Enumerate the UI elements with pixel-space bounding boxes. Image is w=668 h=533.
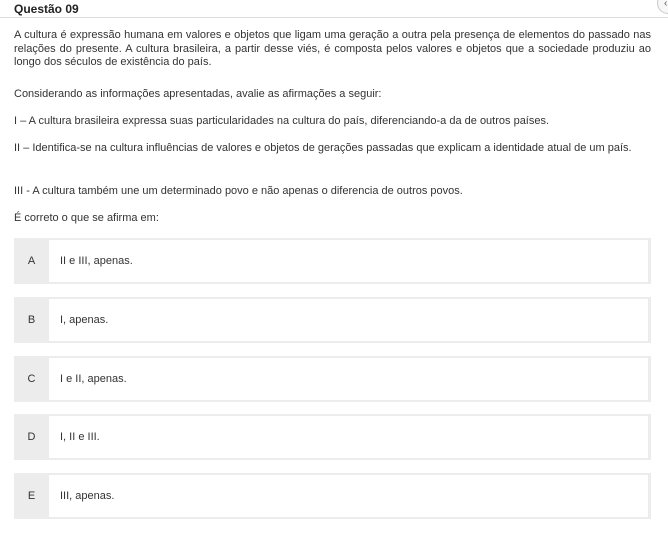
option-e[interactable]: [14, 473, 651, 519]
option-text: I, apenas.: [60, 314, 109, 326]
option-a[interactable]: [14, 238, 651, 284]
option-letter: D: [27, 431, 36, 443]
statement-ii: II – Identifica-se na cultura influências de valores e objetos de gerações passadas que explicam a identidade atual de um país.: [14, 142, 632, 154]
corner-button[interactable]: [657, 0, 668, 14]
header-divider: [0, 17, 668, 18]
option-text: I e II, apenas.: [60, 373, 127, 385]
option-body[interactable]: [49, 475, 648, 517]
question-consider: Considerando as informações apresentadas, avalie as afirmações a seguir:: [14, 88, 382, 100]
option-letter: B: [27, 314, 36, 326]
option-letter: A: [27, 255, 36, 267]
option-body[interactable]: [49, 240, 648, 282]
option-text: II e III, apenas.: [60, 255, 133, 267]
option-body[interactable]: [49, 416, 648, 458]
option-letter: E: [27, 490, 36, 502]
option-d[interactable]: [14, 414, 651, 460]
option-text: III, apenas.: [60, 490, 115, 502]
statement-i: I – A cultura brasileira expressa suas particularidades na cultura do país, diferenciando-a da de outros países.: [14, 115, 550, 127]
statement-iii: III - A cultura também une um determinado povo e não apenas o diferencia de outros povos.: [14, 185, 463, 197]
question-intro: A cultura é expressão humana em valores e objetos que ligam uma geração a outra pela presença de elementos do passado nas relações do presente. A cultura brasileira, a partir desse viés, é composta pelos valores e objetos que a sociedade produziu ao longo dos séculos de existência do país.: [14, 29, 651, 68]
option-c[interactable]: [14, 356, 651, 402]
chevron-icon: ‹: [664, 0, 668, 9]
option-b[interactable]: [14, 297, 651, 343]
option-letter: C: [27, 373, 36, 385]
question-title: Questão 09: [14, 2, 79, 16]
question-prompt: É correto o que se afirma em:: [14, 212, 159, 224]
option-text: I, II e III.: [60, 431, 100, 443]
option-body[interactable]: [49, 358, 648, 400]
option-body[interactable]: [49, 299, 648, 341]
